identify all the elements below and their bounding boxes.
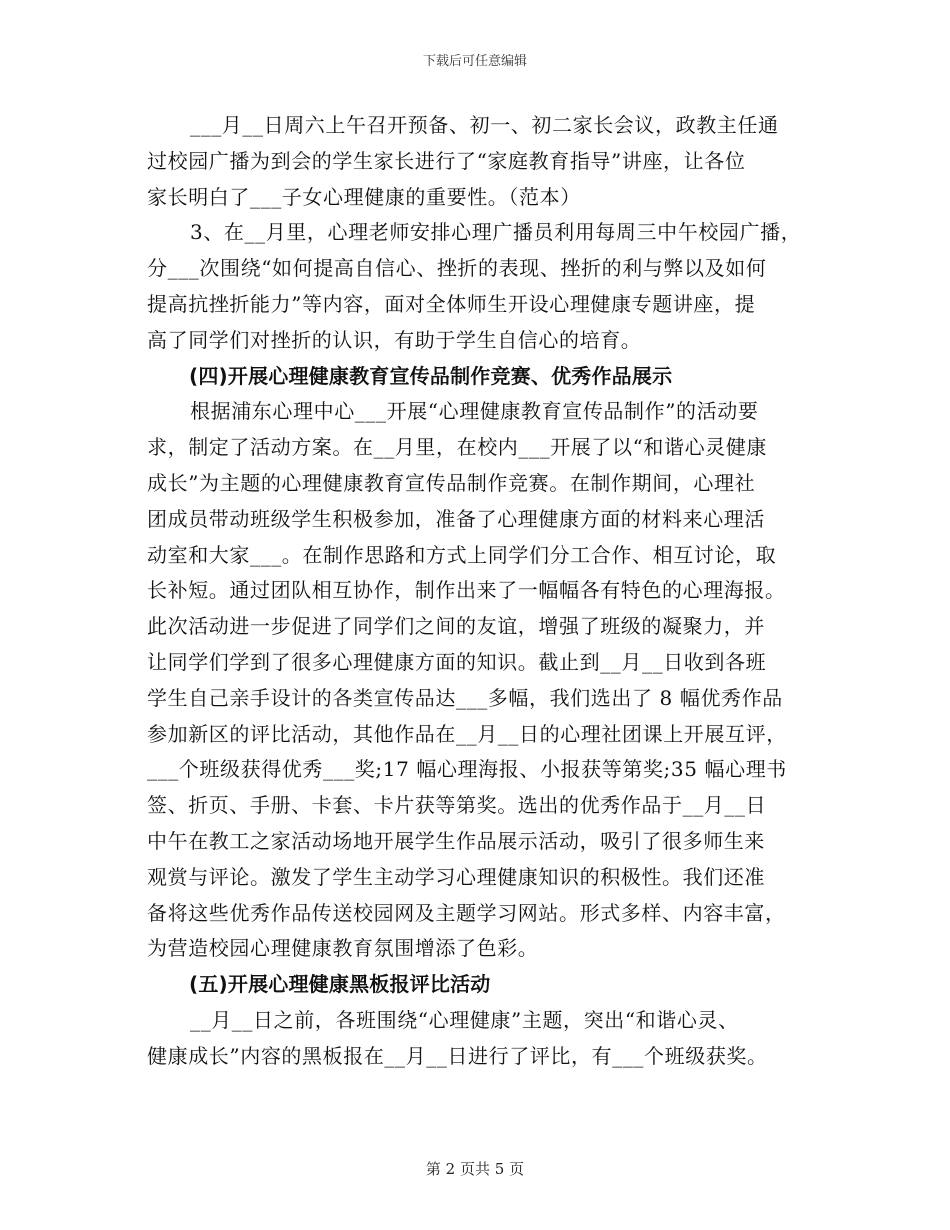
paragraph-line: 家长明白了___子女心理健康的重要性。（范本）	[147, 184, 581, 209]
paragraph-line: 参加新区的评比活动，其他作品在__月__日的心理社团课上开展互评，	[147, 721, 787, 746]
document-body	[147, 108, 807, 1075]
paragraph-line: 团成员带动班级学生积极参加，准备了心理健康方面的材料来心理活	[147, 506, 765, 531]
page-header: 下载后可任意编辑	[422, 54, 527, 69]
paragraph-line: 过校园广播为到会的学生家长进行了“家庭教育指导”讲座，让各位	[147, 148, 746, 173]
paragraph-line: 签、折页、手册、卡套、卡片获等第奖。选出的优秀作品于__月__日	[147, 793, 767, 818]
section-heading: (五)开展心理健康黑板报评比活动	[189, 972, 491, 997]
paragraph-line: 高了同学们对挫折的认识，有助于学生自信心的培育。	[147, 327, 642, 352]
paragraph-line: 长补短。通过团队相互协作，制作出来了一幅幅各有特色的心理海报。	[147, 578, 786, 603]
paragraph-line: 学生自己亲手设计的各类宣传品达___多幅，我们选出了 8 幅优秀作品	[147, 685, 783, 710]
page-footer: 第 2 页共 5 页	[425, 1160, 525, 1178]
paragraph-line: 让同学们学到了很多心理健康方面的知识。截止到__月__日收到各班	[147, 649, 767, 674]
paragraph-line: ___月__日周六上午召开预备、初一、初二家长会议，政教主任通	[190, 113, 779, 137]
paragraph-line: 提高抗挫折能力”等内容，面对全体师生开设心理健康专题讲座，提	[147, 291, 756, 316]
paragraph-line: 健康成长”内容的黑板报在__月__日进行了评比，有___个班级获奖。	[147, 1043, 768, 1068]
paragraph-line: ___个班级获得优秀___奖;17 幅心理海报、小报获等第奖;35 幅心理书	[147, 757, 787, 782]
paragraph-line: 为营造校园心理健康教育氛围增添了色彩。	[147, 936, 539, 961]
paragraph-line: 分___次围绕“如何提高自信心、挫折的表现、挫折的利与弊以及如何	[147, 256, 767, 281]
paragraph-line: 动室和大家___。在制作思路和方式上同学们分工合作、相互讨论，取	[147, 542, 777, 567]
paragraph-line: 此次活动进一步促进了同学们之间的友谊，增强了班级的凝聚力，并	[147, 614, 765, 639]
paragraph-line: 求，制定了活动方案。在__月里，在校内___开展了以“和谐心灵健康	[147, 435, 768, 460]
paragraph-line: 中午在教工之家活动场地开展学生作品展示活动，吸引了很多师生来	[147, 828, 765, 853]
paragraph-line: 根据浦东心理中心___开展“心理健康教育宣传品制作”的活动要	[190, 399, 759, 424]
paragraph-line: 3、在__月里，心理老师安排心理广播员利用每周三中午校园广播，	[190, 220, 802, 245]
section-heading: (四)开展心理健康教育宣传品制作竞赛、优秀作品展示	[189, 363, 673, 388]
paragraph-line: __月__日之前，各班围绕“心理健康”主题，突出“和谐心灵、	[190, 1007, 739, 1032]
paragraph-line: 成长”为主题的心理健康教育宣传品制作竞赛。在制作期间，心理社	[147, 470, 756, 495]
paragraph-line: 观赏与评论。激发了学生主动学习心理健康知识的积极性。我们还准	[147, 864, 765, 889]
paragraph-line: 备将这些优秀作品传送校园网及主题学习网站。形式多样、内容丰富，	[147, 900, 786, 925]
